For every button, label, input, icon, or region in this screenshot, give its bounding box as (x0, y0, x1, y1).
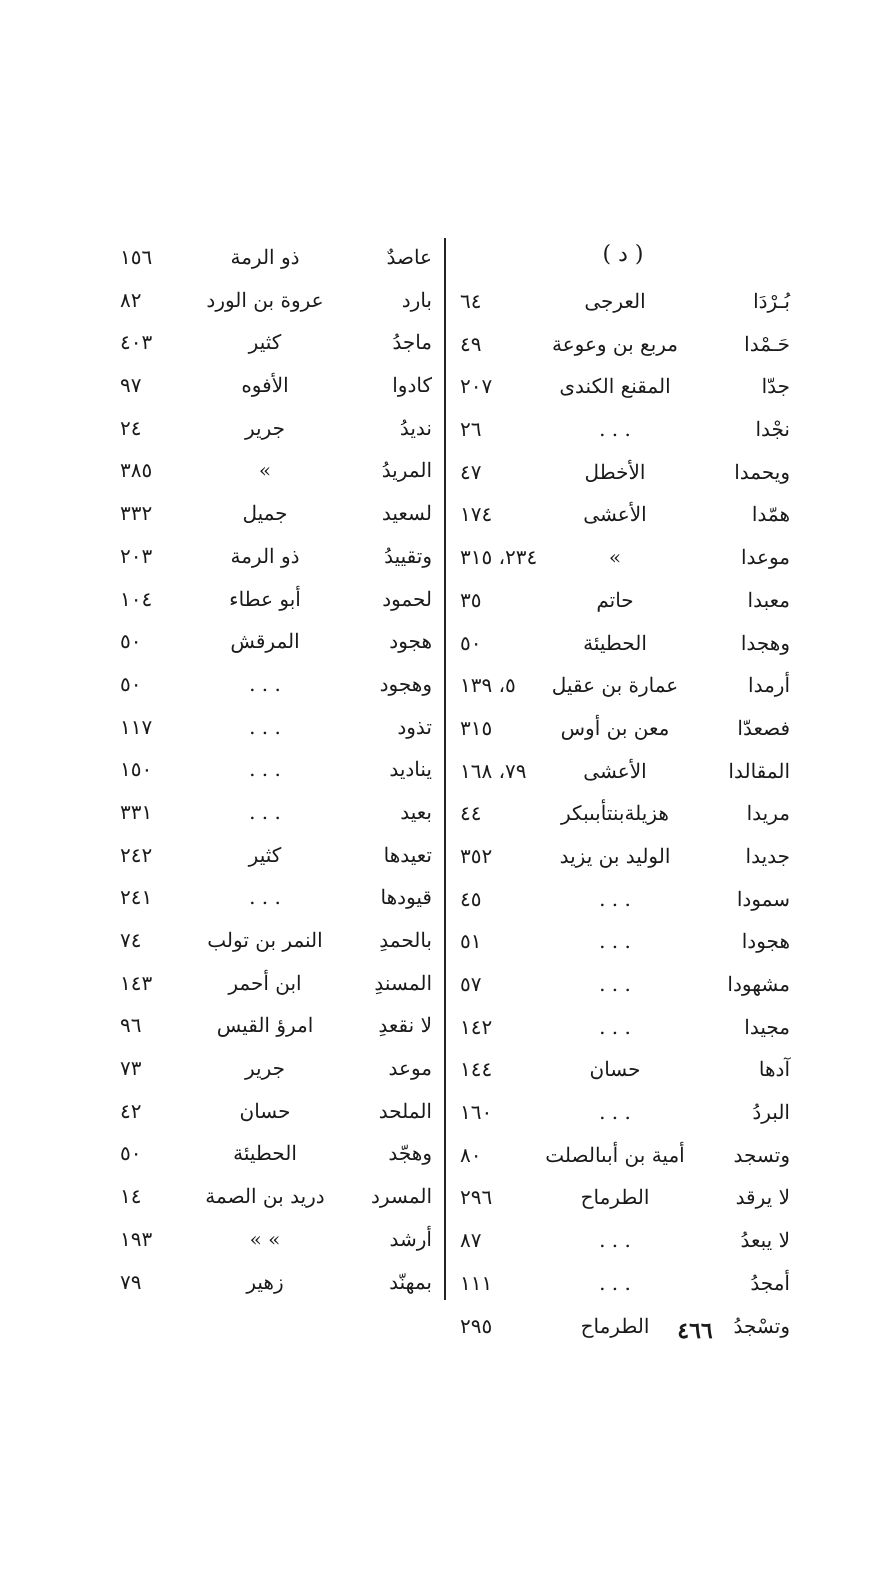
index-row (120, 321, 432, 364)
rhyme-word: تذود (397, 714, 432, 739)
poet-name: الطرماح (580, 1185, 650, 1210)
page-reference: ٤٤ (460, 801, 482, 826)
rhyme-word: المسرد (371, 1184, 432, 1209)
page-reference: ٢٤٢ (120, 842, 153, 867)
index-row (120, 578, 432, 621)
poet-name: ذو الرمة (230, 245, 300, 269)
index-row (120, 236, 432, 279)
index-row (120, 1004, 432, 1047)
poet-name: حاتم (596, 587, 634, 612)
rhyme-word: معبدا (747, 587, 790, 612)
rhyme-word: وهجّد (388, 1141, 432, 1166)
poet-name: ذو الرمة (230, 543, 300, 568)
rhyme-word: هجود (389, 629, 432, 654)
page-reference: ١٩٣ (120, 1226, 153, 1251)
rhyme-word: بُـرْدَا (753, 289, 790, 313)
page-reference: ٣٥٢ (460, 843, 493, 868)
index-row (120, 748, 432, 791)
index-row (120, 1218, 432, 1261)
poet-name: ابن أحمر (228, 970, 302, 995)
index-row (120, 492, 432, 535)
page-reference: ١٤٣ (120, 970, 153, 995)
rhyme-word: البردُ (752, 1100, 790, 1125)
poet-name: أبو عطاء (229, 586, 301, 611)
rhyme-word: سمودا (736, 886, 790, 911)
rhyme-word: فصعدّا (737, 715, 790, 740)
index-row (460, 536, 790, 579)
page-reference: ٤٧ (460, 459, 482, 484)
rhyme-word: لا يرقد (735, 1185, 790, 1210)
poet-name: . . . (249, 885, 281, 910)
poet-name: حسان (239, 1098, 291, 1123)
page-reference: ٥٠ (460, 630, 482, 655)
index-row (120, 364, 432, 407)
page-reference: ٨٠ (460, 1142, 482, 1167)
page-reference: ٩٦ (120, 1013, 142, 1038)
index-row (460, 365, 790, 408)
index-row (460, 792, 790, 835)
page-reference: ١٤ (120, 1184, 142, 1209)
page-reference: ٢٩٥ (460, 1313, 493, 1338)
rhyme-word: أرشد (389, 1226, 432, 1251)
page-reference: ٦٤ (460, 289, 482, 313)
page-reference: ٥٧ (460, 972, 482, 996)
poet-name: معن بن أوس (560, 715, 670, 740)
rhyme-word: هجودا (741, 929, 790, 954)
page-reference: ٤٥ (460, 886, 482, 911)
poet-name: هزيلةبنتأبىبكر (561, 801, 669, 826)
rhyme-word: بعيد (400, 799, 432, 824)
poet-name: جميل (242, 501, 288, 526)
poet-name: حسان (589, 1057, 641, 1082)
page-reference: ١٧٤ (460, 502, 493, 527)
rhyme-word: وتسْجدُ (733, 1313, 790, 1338)
poet-name: . . . (599, 417, 631, 442)
index-row (120, 1175, 432, 1218)
rhyme-word: وهجدا (740, 630, 790, 655)
index-row (120, 620, 432, 663)
index-row (120, 1132, 432, 1175)
page-reference: ٧٩، ١٦٨ (460, 758, 527, 783)
index-row (460, 1048, 790, 1091)
page-reference: ٢٣٤، ٣١٥ (460, 545, 538, 570)
index-row (120, 1090, 432, 1133)
poet-name: . . . (249, 714, 281, 739)
index-row (120, 663, 432, 706)
right-column (460, 280, 790, 1347)
rhyme-word: مريدا (746, 801, 790, 826)
rhyme-word: ماجدُ (392, 330, 432, 355)
page-reference: ٣٨٥ (120, 458, 153, 483)
rhyme-word: أرمدا (748, 673, 790, 698)
index-row (460, 579, 790, 622)
page-reference: ٧٤ (120, 928, 142, 952)
page-reference: ٨٧ (460, 1228, 482, 1253)
index-row (460, 835, 790, 878)
index-row (120, 449, 432, 492)
index-row (120, 1261, 432, 1304)
page-reference: ٨٢ (120, 287, 142, 312)
poet-name: . . . (249, 671, 281, 696)
page-reference: ١٤٢ (460, 1014, 493, 1039)
poet-name: الحطيئة (583, 630, 647, 655)
index-row (460, 1219, 790, 1262)
poet-name: » » (249, 1226, 281, 1251)
index-row (120, 706, 432, 749)
rhyme-word: مشهودا (727, 972, 790, 996)
page-reference: ٤٢ (120, 1098, 142, 1123)
rhyme-word: المريدُ (381, 458, 432, 483)
page-reference: ٢٤١ (120, 885, 153, 910)
index-row (460, 280, 790, 323)
index-row (120, 962, 432, 1005)
poet-name: الحطيئة (233, 1141, 297, 1166)
page-reference: ٧٩ (120, 1269, 142, 1294)
poet-name: الأعشى (583, 502, 647, 527)
poet-name: عروة بن الورد (206, 287, 324, 312)
poet-name: المقنع الكندى (559, 374, 671, 399)
poet-name: دريد بن الصمة (205, 1184, 325, 1209)
rhyme-word: نديدُ (399, 415, 432, 440)
rhyme-word: نجْدا (755, 417, 790, 442)
rhyme-word: لا يبعدُ (740, 1228, 790, 1253)
index-row (460, 1006, 790, 1049)
page-reference: ٩٧ (120, 373, 142, 398)
poet-name: . . . (599, 1270, 631, 1295)
page-reference: ٤٩ (460, 331, 482, 356)
page-reference: ٢٦ (460, 417, 482, 442)
index-row (460, 878, 790, 921)
index-row (460, 1176, 790, 1219)
poet-name: . . . (249, 799, 281, 824)
rhyme-word: لسعيد (381, 501, 432, 526)
index-row (460, 1091, 790, 1134)
poet-name: النمر بن تولب (207, 928, 323, 952)
page-reference: ٧٣ (120, 1056, 142, 1081)
page-reference: ٤٠٣ (120, 330, 153, 355)
rhyme-word: وتسجد (733, 1142, 790, 1167)
poet-name: امرؤ القيس (216, 1013, 314, 1038)
poet-name: العرجى (584, 289, 646, 313)
rhyme-word: بمهنّد (389, 1269, 432, 1294)
poet-name: زهير (246, 1269, 284, 1294)
poet-name: أمية بن أبىالصلت (545, 1142, 685, 1167)
page-reference: ٥٠ (120, 1141, 142, 1166)
index-row (120, 791, 432, 834)
rhyme-word: بارد (401, 287, 432, 312)
poet-name: عمارة بن عقيل (551, 673, 679, 698)
index-row (460, 750, 790, 793)
rhyme-word: موعدا (740, 545, 790, 570)
poet-name: جرير (245, 1056, 285, 1081)
page-reference: ١١٧ (120, 714, 153, 739)
index-row (460, 1262, 790, 1305)
page-reference: ٥، ١٣٩ (460, 673, 516, 698)
index-row (120, 919, 432, 962)
page-reference: ٢٤ (120, 415, 142, 440)
index-row (460, 622, 790, 665)
poet-name: الأفوه (241, 373, 289, 398)
poet-name: الأخطل (584, 459, 646, 484)
page-reference: ١٥٠ (120, 757, 153, 782)
rhyme-word: وهجود (379, 671, 432, 696)
poet-name: . . . (599, 1014, 631, 1039)
index-row (460, 1134, 790, 1177)
page-reference: ١٥٦ (120, 245, 153, 269)
index-row (460, 408, 790, 451)
poet-name: الطرماح (580, 1313, 650, 1338)
index-row (460, 1305, 790, 1348)
poet-name: . . . (599, 1100, 631, 1125)
rhyme-word: جدّا (761, 374, 790, 399)
rhyme-word: جديدا (745, 843, 790, 868)
poet-name: الوليد بن يزيد (559, 843, 671, 868)
rhyme-word: المسندِ (374, 970, 432, 995)
poet-name: » (258, 458, 272, 483)
rhyme-word: لحمود (382, 586, 432, 611)
column-divider (444, 238, 446, 1300)
page-reference: ٣١٥ (460, 715, 493, 740)
index-row (120, 834, 432, 877)
page-reference: ٥١ (460, 929, 482, 954)
index-row (120, 279, 432, 322)
rhyme-word: كادوا (392, 373, 432, 398)
index-row (120, 407, 432, 450)
poet-name: جرير (245, 415, 285, 440)
rhyme-word: المقالدا (728, 758, 790, 783)
page-reference: ٣٥ (460, 587, 482, 612)
poet-name: . . . (599, 972, 631, 996)
rhyme-word: بالحمدِ (379, 928, 432, 952)
index-row (120, 876, 432, 919)
page-reference: ٣٣٢ (120, 501, 153, 526)
page-reference: ١١١ (460, 1270, 493, 1295)
poet-name: » (608, 545, 622, 570)
poet-name: . . . (599, 886, 631, 911)
rhyme-word: حَـمْدا (744, 331, 790, 356)
page-reference: ٢٠٣ (120, 543, 153, 568)
poet-name: كثير (248, 842, 282, 867)
rhyme-word: آدها (758, 1057, 790, 1082)
rhyme-word: مجيدا (744, 1014, 790, 1039)
poet-name: مربع بن وعوعة (551, 331, 679, 356)
rhyme-word: موعد (388, 1056, 432, 1081)
rhyme-word: الملحد (378, 1098, 432, 1123)
index-row (460, 664, 790, 707)
page-reference: ٥٠ (120, 671, 142, 696)
rhyme-word: أمجدُ (750, 1270, 790, 1295)
index-row (120, 1047, 432, 1090)
poet-name: . . . (599, 1228, 631, 1253)
section-title: ( د ) (602, 242, 644, 267)
poet-name: . . . (249, 757, 281, 782)
page-reference: ٣٣١ (120, 799, 153, 824)
poet-name: كثير (248, 330, 282, 355)
rhyme-word: وتقييدُ (384, 543, 432, 568)
rhyme-word: تعيدها (383, 842, 432, 867)
page-reference: ٢٩٦ (460, 1185, 493, 1210)
index-row (460, 920, 790, 963)
page-reference: ٥٠ (120, 629, 142, 654)
rhyme-word: عاصدٌ (386, 245, 432, 269)
index-row (120, 535, 432, 578)
index-row (460, 963, 790, 1006)
poet-name: . . . (599, 929, 631, 954)
page-reference: ١٦٠ (460, 1100, 493, 1125)
index-row (460, 493, 790, 536)
rhyme-word: ويحمدا (734, 459, 790, 484)
index-row (460, 451, 790, 494)
page-reference: ٢٠٧ (460, 374, 493, 399)
page-reference: ١٤٤ (460, 1057, 493, 1082)
page-number: ٤٦٦ (677, 1318, 713, 1344)
rhyme-word: همّدا (751, 502, 790, 527)
left-column (120, 236, 432, 1303)
page-reference: ١٠٤ (120, 586, 153, 611)
rhyme-word: يناديد (389, 757, 432, 782)
poet-name: الأعشى (583, 758, 647, 783)
poet-name: المرقش (230, 629, 300, 654)
rhyme-word: قيودها (380, 885, 432, 910)
index-row (460, 707, 790, 750)
rhyme-word: لا نقعدِ (378, 1013, 432, 1038)
index-row (460, 323, 790, 366)
